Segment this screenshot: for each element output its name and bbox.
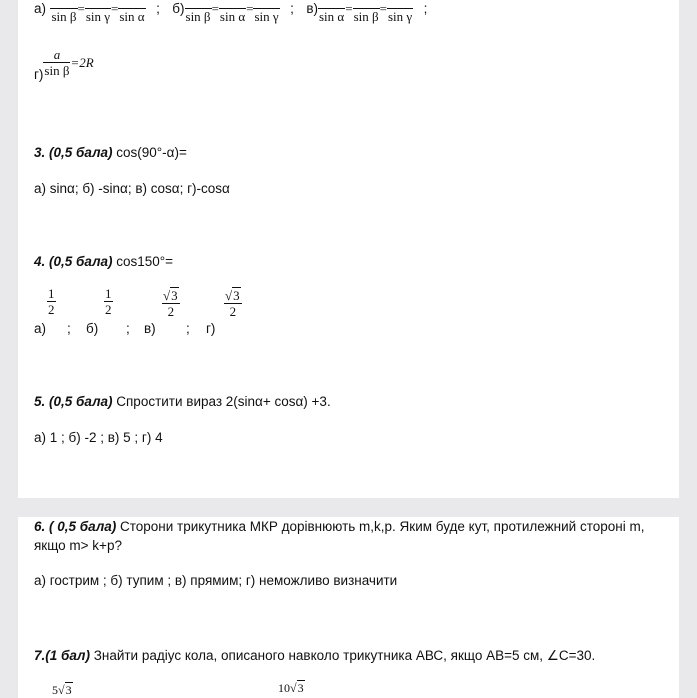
q4-sep-b: ; — [126, 321, 130, 336]
q7-number: 7. — [34, 648, 46, 663]
q6-text: Сторони трикутника МКР дорівнюють m,k,p. Яким буде кут, протилежний стороні m, якщо m> k+p? — [34, 519, 645, 553]
q7-option-b-frac: 10√3 — [278, 681, 304, 695]
q7-points: (1 бал) — [45, 648, 90, 663]
q4-option-d-frac: $\frac{√3}{2}$ — [225, 288, 240, 319]
q2-row2 — [34, 48, 94, 82]
q2-d-frac: $\frac{a}{\text{sin β}}$ — [44, 47, 70, 78]
q2-option-a-label: а) — [34, 1, 47, 17]
q4-option-c-label: в) — [144, 321, 156, 336]
q4-option-a-label: а) — [34, 321, 47, 336]
q6-question — [34, 517, 654, 555]
q4-option-d-label: г) — [206, 321, 216, 336]
q2-b-frac3: sin γ — [254, 9, 279, 24]
q2-option-b-label: б) — [172, 1, 185, 17]
q2-sep1: ; — [156, 1, 160, 17]
q6-answers: а) гострим ; б) тупим ; в) прямим; г) неможливо визначити — [34, 573, 398, 588]
q2-b-frac2: sin α — [219, 9, 246, 24]
q5-text: Спростити вираз 2(sinα+ cosα) +3. — [116, 394, 331, 409]
q4-option-a-frac: $\frac{1}{2}$ — [48, 286, 55, 317]
q6-points: ( 0,5 бала) — [49, 519, 117, 534]
q3-number: 3. — [34, 145, 46, 160]
worksheet-page-1 — [18, 0, 679, 498]
q3-question — [34, 143, 187, 162]
q2-row1: а) sin β = sin γ = sin α ; б) sin β = sin α = sin γ ; в) sin α = sin β = sin γ ; — [34, 0, 427, 24]
q6-number: 6. — [34, 519, 46, 534]
q3-points: (0,5 бала) — [49, 145, 113, 160]
q4-sep-a: ; — [67, 321, 71, 336]
q2-b-frac1: sin β — [185, 9, 211, 24]
q2-option-c-label: в) — [306, 1, 318, 17]
q4-sep-c: ; — [186, 321, 190, 336]
q4-option-b-frac: $\frac{1}{2}$ — [105, 286, 112, 317]
q2-sep2: ; — [290, 1, 294, 17]
q2-sep3: ; — [423, 1, 428, 17]
q5-number: 5. — [34, 394, 46, 409]
q2-a-frac3: sin α — [119, 9, 145, 24]
q2-c-frac3: sin γ — [387, 9, 413, 24]
q2-option-d-label: г) — [34, 67, 44, 83]
worksheet-page-2 — [18, 517, 679, 698]
q4-option-b-label: б) — [86, 321, 99, 336]
q5-points: (0,5 бала) — [49, 394, 113, 409]
q5-question — [34, 392, 331, 411]
q5-answers: а) 1 ; б) -2 ; в) 5 ; г) 4 — [34, 430, 163, 445]
q4-text: cos150°= — [116, 254, 174, 269]
q7-option-a-frac: 5√3 — [52, 683, 72, 697]
q3-answers: а) sinα; б) -sinα; в) cosα; г)-cosα — [34, 181, 230, 196]
q2-d-rhs: =2R — [70, 55, 94, 70]
q4-number: 4. — [34, 254, 46, 269]
q4-question — [34, 252, 173, 271]
q2-a-frac2: sin γ — [85, 9, 111, 24]
q4-points: (0,5 бала) — [49, 254, 113, 269]
q4-option-c-frac: $\frac{√3}{2}$ — [163, 288, 178, 319]
q2-c-frac2: sin β — [353, 9, 379, 24]
q2-c-frac1: sin α — [319, 9, 345, 24]
q7-text: Знайти радіус кола, описаного навколо трикутника АВС, якщо АВ=5 см, ∠С=30. — [93, 648, 596, 663]
q3-text: cos(90°-α)= — [116, 145, 187, 160]
q2-a-frac1: sin β — [51, 9, 77, 24]
q7-question — [34, 646, 595, 665]
